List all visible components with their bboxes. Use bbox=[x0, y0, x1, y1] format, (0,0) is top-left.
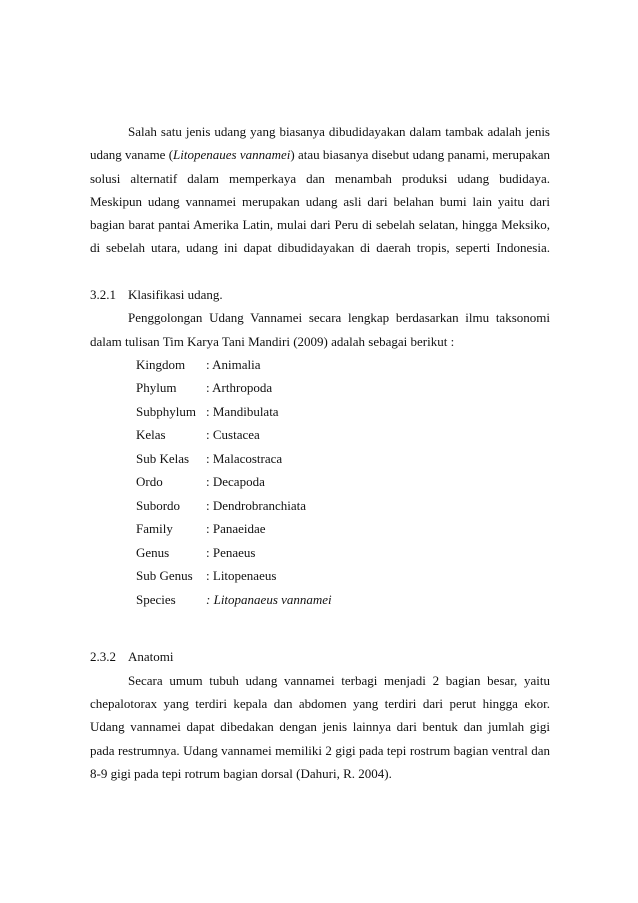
taxonomy-row bbox=[90, 470, 550, 494]
taxonomy-row bbox=[90, 447, 550, 471]
taxonomy-row bbox=[90, 588, 550, 612]
taxonomy-value: : Custacea bbox=[206, 427, 260, 442]
text-line: Secara umum tubuh udang vannamei terbagi menjadi 2 bagian besar, yaitu bbox=[128, 672, 550, 688]
taxonomy-list bbox=[90, 353, 550, 612]
taxonomy-row bbox=[90, 353, 550, 377]
taxonomy-row bbox=[90, 423, 550, 447]
text-line: bagian barat pantai Amerika Latin, mulai dari Peru di sebelah selatan, hingga Meksiko, bbox=[90, 217, 550, 233]
text-line bbox=[90, 143, 550, 166]
taxonomy-value: : Animalia bbox=[206, 357, 261, 372]
taxonomy-rank: Sub Genus bbox=[136, 568, 193, 584]
taxonomy-value: : Litopanaeus vannamei bbox=[206, 592, 332, 607]
taxonomy-row bbox=[90, 517, 550, 541]
taxonomy-value: : Dendrobranchiata bbox=[206, 498, 306, 513]
taxonomy-row bbox=[90, 494, 550, 518]
taxonomy-value: : Decapoda bbox=[206, 474, 265, 489]
taxonomy-rank: Subordo bbox=[136, 497, 181, 513]
text-line: Salah satu jenis udang yang biasanya dibudidayakan dalam tambak adalah jenis bbox=[128, 124, 550, 139]
taxonomy-value: : Panaeidae bbox=[206, 521, 266, 536]
blank-line bbox=[90, 611, 550, 645]
taxonomy-row bbox=[90, 400, 550, 424]
taxonomy-rank: Kingdom bbox=[136, 356, 186, 372]
text-line: 8-9 gigi pada tepi rotrum bagian dorsal (Dahuri, R. 2004). bbox=[90, 765, 392, 781]
taxonomy-rank: Subphylum bbox=[136, 403, 196, 419]
text-segment: udang vaname ( bbox=[90, 147, 174, 163]
text-line: pada restrumnya. Udang vannamei memiliki 2 gigi pada tepi rostrum bagian ventral dan bbox=[90, 742, 550, 758]
text-line: Meskipun udang vannamei merupakan udang asli dari belahan bumi lain yaitu dari bbox=[90, 193, 550, 209]
taxonomy-rank: Phylum bbox=[136, 380, 177, 396]
taxonomy-rank: Sub Kelas bbox=[136, 450, 190, 466]
taxonomy-rank: Genus bbox=[136, 544, 170, 560]
section-number: 3.2.1 bbox=[90, 287, 116, 303]
taxonomy-rank: Species bbox=[136, 591, 176, 607]
section-title: Klasifikasi udang. bbox=[128, 287, 223, 303]
section-heading-anatomi bbox=[90, 645, 550, 668]
taxonomy-value: : Litopenaeus bbox=[206, 568, 276, 583]
klasifikasi-paragraph bbox=[90, 306, 550, 353]
blank-line bbox=[90, 260, 550, 283]
intro-paragraph bbox=[90, 120, 550, 260]
scientific-name: Litopenaues vannamei bbox=[173, 147, 291, 163]
taxonomy-row bbox=[90, 541, 550, 565]
taxonomy-rank: Family bbox=[136, 521, 173, 537]
taxonomy-value: : Arthropoda bbox=[206, 380, 272, 395]
taxonomy-row bbox=[90, 376, 550, 400]
text-line: chepalotorax yang terdiri kepala dan abdomen yang terdiri dari perut hingga ekor. bbox=[90, 696, 550, 712]
taxonomy-value: : Malacostraca bbox=[206, 451, 282, 466]
text-line: dalam tulisan Tim Karya Tani Mandiri (2009) adalah sebagai berikut : bbox=[90, 333, 455, 349]
text-line: solusi alternatif dalam memperkaya dan menambah produksi udang budidaya. bbox=[90, 170, 550, 186]
taxonomy-row bbox=[90, 564, 550, 588]
text-segment: ) atau biasanya disebut udang panami, merupakan bbox=[290, 147, 550, 163]
taxonomy-rank: Kelas bbox=[136, 427, 166, 443]
taxonomy-value: : Mandibulata bbox=[206, 404, 279, 419]
text-line: di sebelah utara, udang ini dapat dibudidayakan di daerah tropis, seperti Indonesia. bbox=[90, 240, 550, 256]
section-number: 2.3.2 bbox=[90, 649, 116, 665]
text-line: Udang vannamei dapat dibedakan dengan jenis lainnya dari bentuk dan jumlah gigi bbox=[90, 719, 550, 735]
taxonomy-value: : Penaeus bbox=[206, 545, 255, 560]
section-title: Anatomi bbox=[128, 649, 174, 665]
document-page bbox=[90, 120, 550, 785]
anatomi-paragraph bbox=[90, 669, 550, 785]
section-heading-klasifikasi bbox=[90, 283, 550, 306]
text-line: Penggolongan Udang Vannamei secara lengkap berdasarkan ilmu taksonomi bbox=[128, 310, 550, 326]
taxonomy-rank: Ordo bbox=[136, 474, 163, 490]
